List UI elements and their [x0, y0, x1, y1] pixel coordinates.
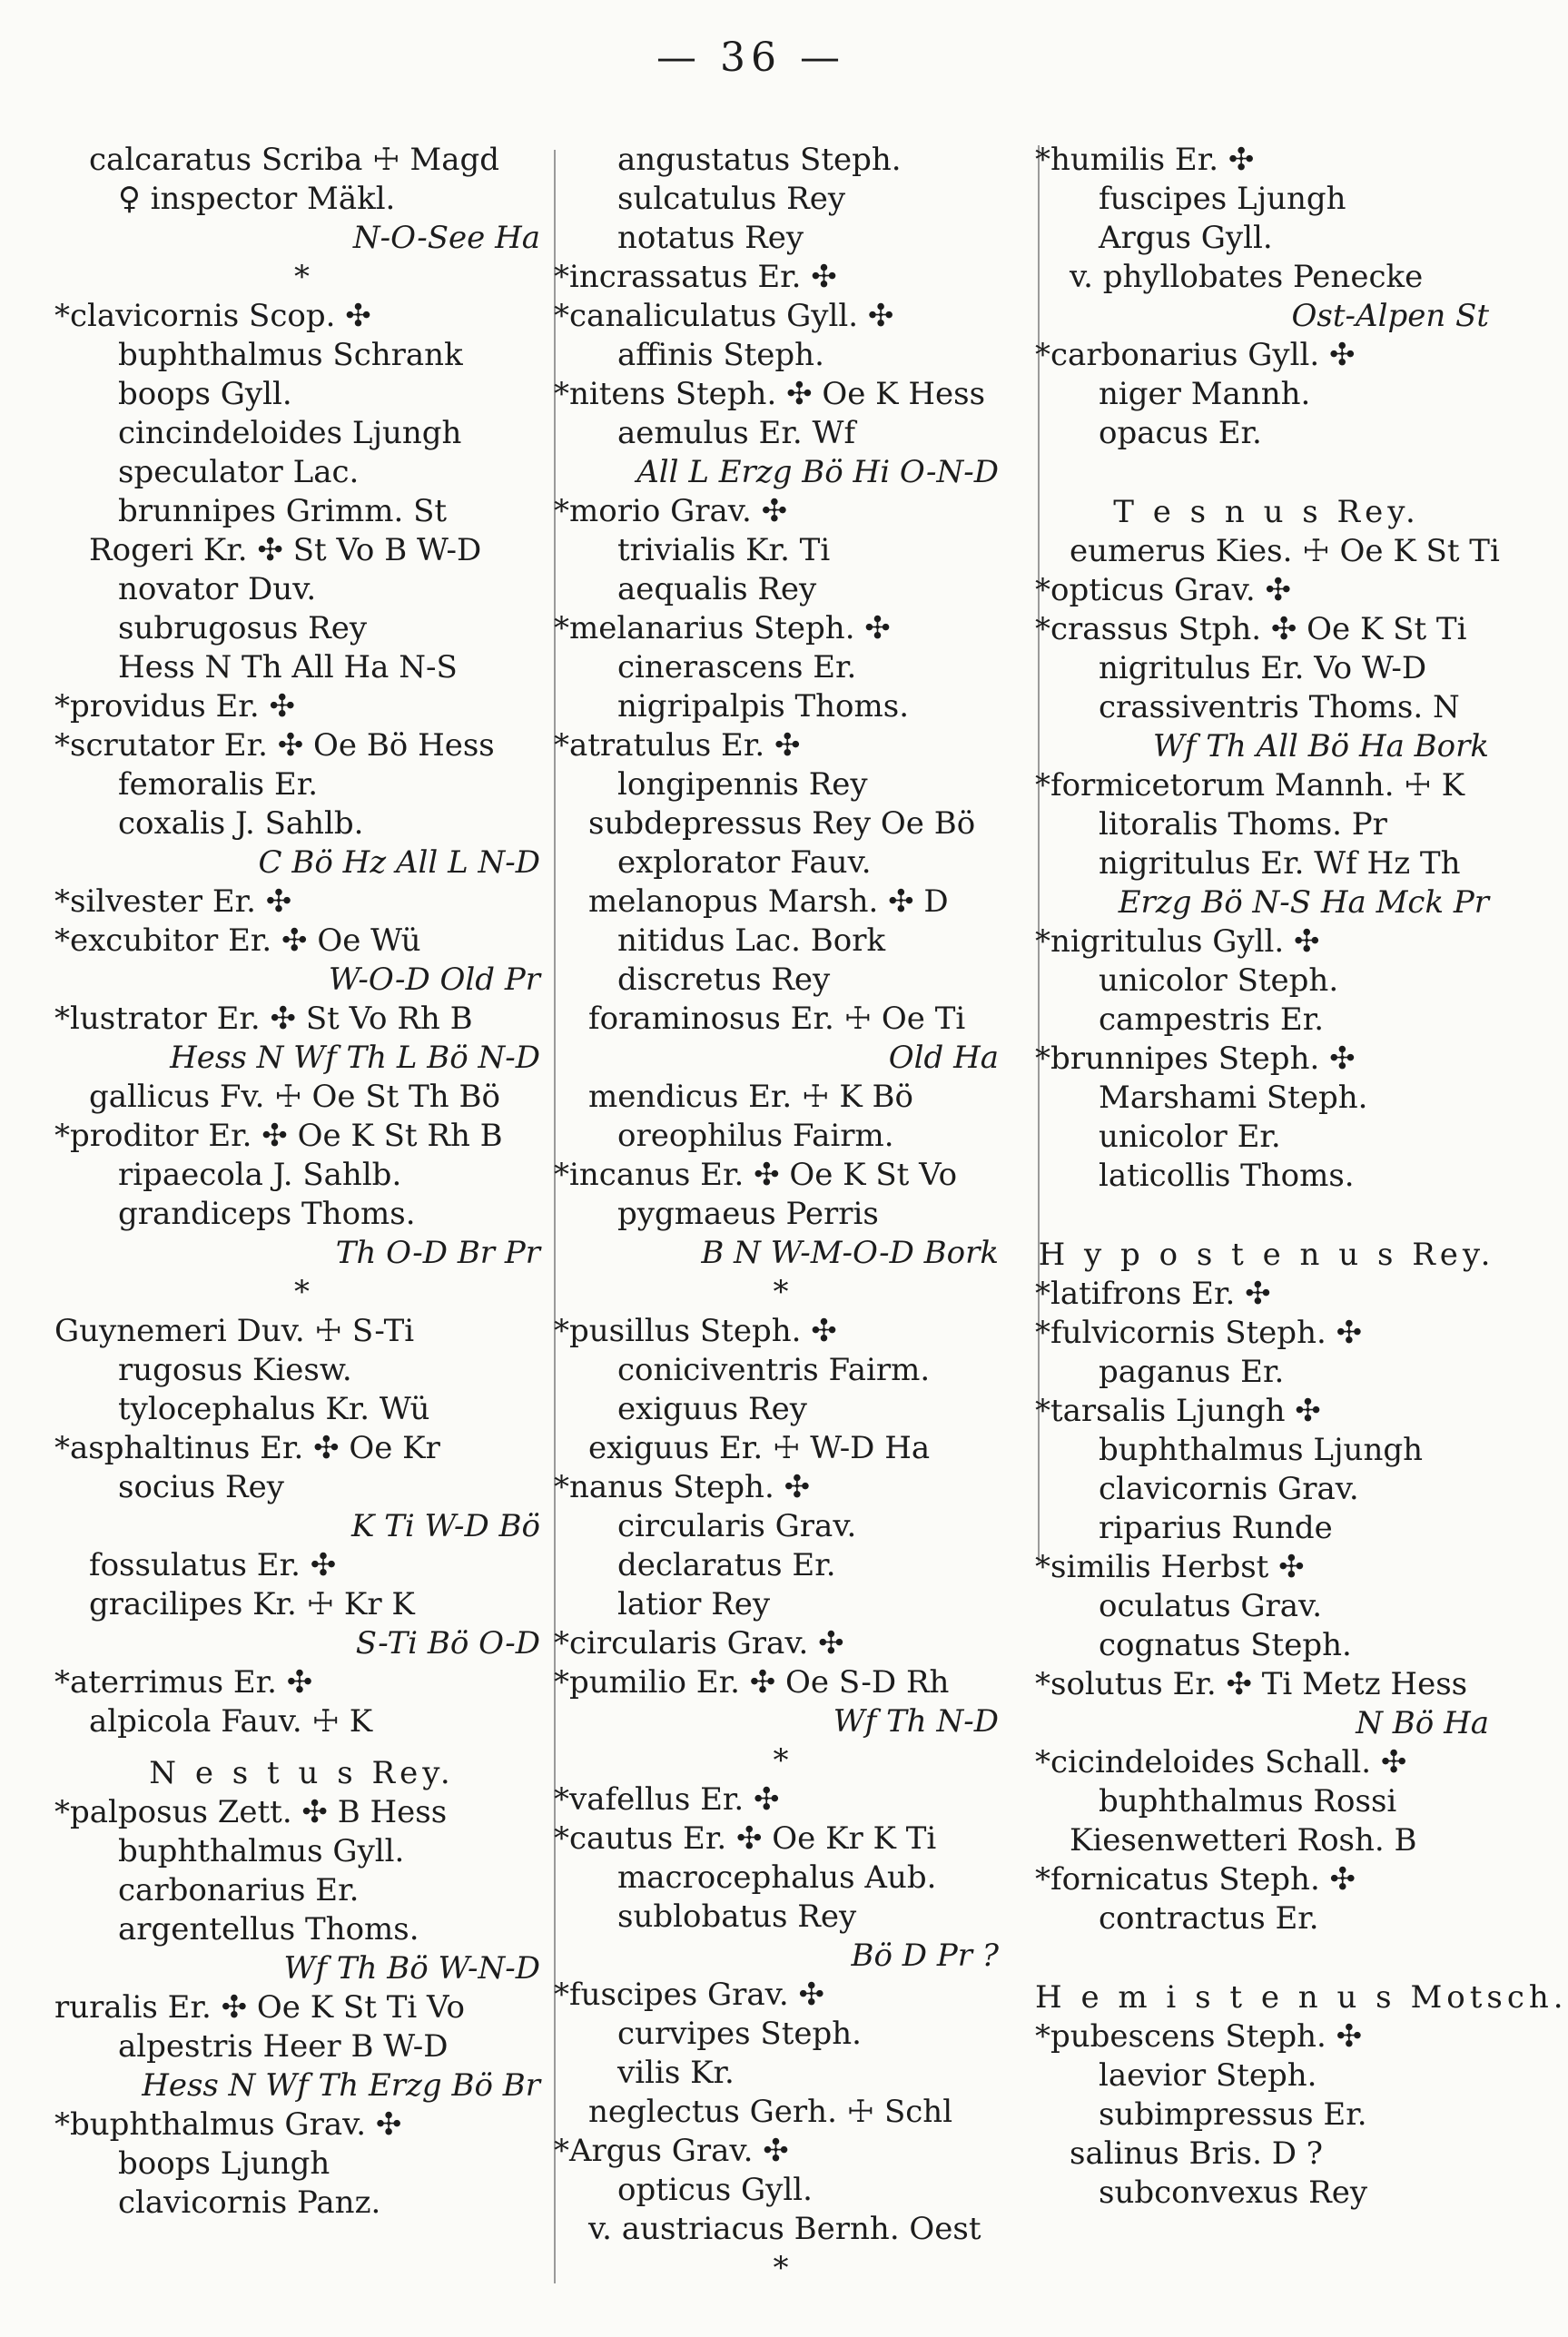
synonym-entry: exiguus Er. ☩ W-D Ha — [588, 1430, 931, 1466]
synonym-entry: coniciventris Fairm. — [617, 1352, 931, 1388]
synonym-entry: affinis Steph. — [617, 337, 824, 373]
synonym-entry: subconvexus Rey — [1099, 2174, 1368, 2211]
species-entry: *brunnipes Steph. ✣ — [1035, 1040, 1356, 1077]
species-entry: *solutus Er. ✣ Ti Metz Hess — [1035, 1666, 1468, 1702]
species-entry: *silvester Er. ✣ — [54, 883, 292, 920]
locality-line: Wf Th Bö W-N-D — [283, 1950, 540, 1987]
locality-line: N-O-See Ha — [352, 220, 540, 256]
species-entry: *clavicornis Scop. ✣ — [54, 298, 371, 334]
species-entry: *Argus Grav. ✣ — [554, 2133, 789, 2169]
species-entry: *morio Grav. ✣ — [554, 493, 788, 529]
genus-heading: H e m i s t e n u s Motsch. — [1035, 1979, 1568, 2016]
synonym-entry: fuscipes Ljungh — [1099, 181, 1346, 217]
synonym-entry: opticus Gyll. — [617, 2172, 813, 2208]
synonym-entry: Kiesenwetteri Rosh. B — [1070, 1822, 1417, 1859]
synonym-entry: unicolor Steph. — [1099, 962, 1339, 999]
species-entry: *incrassatus Er. ✣ — [554, 259, 837, 295]
species-entry: *crassus Stph. ✣ Oe K St Ti — [1035, 611, 1467, 647]
species-entry: *canaliculatus Gyll. ✣ — [554, 298, 894, 334]
synonym-entry: clavicornis Grav. — [1099, 1471, 1359, 1507]
species-entry: *nigritulus Gyll. ✣ — [1035, 923, 1320, 960]
synonym-entry: sulcatulus Rey — [617, 181, 846, 217]
locality-line: S-Ti Bö O-D — [355, 1625, 540, 1662]
locality-line: Old Ha — [888, 1040, 999, 1076]
locality-line: Th O-D Br Pr — [335, 1235, 540, 1271]
species-entry: *fuscipes Grav. ✣ — [554, 1977, 824, 2013]
locality-line: Hess N Wf Th Erzg Bö Br — [142, 2067, 540, 2104]
synonym-entry: declaratus Er. — [617, 1547, 836, 1583]
section-separator: * — [773, 1742, 789, 1779]
species-entry: *proditor Er. ✣ Oe K St Rh B — [54, 1118, 503, 1154]
synonym-entry: aequalis Rey — [617, 571, 817, 607]
synonym-entry: gallicus Fv. ☩ Oe St Th Bö — [89, 1079, 500, 1115]
synonym-entry: crassiventris Thoms. N — [1099, 689, 1460, 725]
section-separator: * — [294, 259, 310, 295]
species-entry: *formicetorum Mannh. ☩ K — [1035, 767, 1464, 804]
synonym-entry: alpicola Fauv. ☩ K — [89, 1703, 373, 1740]
synonym-entry: sublobatus Rey — [617, 1898, 857, 1935]
locality-line: K Ti W-D Bö — [350, 1508, 540, 1544]
synonym-entry: laevior Steph. — [1099, 2057, 1317, 2094]
species-entry: *incanus Er. ✣ Oe K St Vo — [554, 1157, 958, 1193]
synonym-entry: rugosus Kiesw. — [118, 1352, 352, 1388]
synonym-entry: nitidus Lac. Bork — [617, 922, 886, 959]
synonym-entry: notatus Rey — [617, 220, 804, 256]
synonym-entry: paganus Er. — [1099, 1354, 1285, 1390]
synonym-entry: cinerascens Er. — [617, 649, 857, 685]
synonym-entry: opacus Er. — [1099, 415, 1262, 451]
species-entry: *nitens Steph. ✣ Oe K Hess — [554, 376, 986, 412]
species-entry: *nanus Steph. ✣ — [554, 1469, 811, 1505]
species-entry: *atratulus Er. ✣ — [554, 727, 801, 764]
synonym-entry: pygmaeus Perris — [617, 1196, 879, 1232]
locality-line: N Bö Ha — [1356, 1705, 1489, 1741]
species-entry: *scrutator Er. ✣ Oe Bö Hess — [54, 727, 495, 764]
species-entry: *asphaltinus Er. ✣ Oe Kr — [54, 1430, 440, 1466]
species-entry: *latifrons Er. ✣ — [1035, 1276, 1271, 1312]
species-entry: *melanarius Steph. ✣ — [554, 610, 891, 646]
synonym-entry: v. austriacus Bernh. Oest — [588, 2211, 981, 2247]
synonym-entry: Argus Gyll. — [1099, 220, 1273, 256]
species-entry: *carbonarius Gyll. ✣ — [1035, 337, 1356, 373]
synonym-entry: buphthalmus Rossi — [1099, 1783, 1397, 1819]
synonym-entry: melanopus Marsh. ✣ D — [588, 883, 949, 920]
synonym-entry: Rogeri Kr. ✣ St Vo B W-D — [89, 532, 482, 568]
section-separator: * — [773, 2250, 789, 2286]
column-right — [1035, 141, 1568, 2213]
synonym-entry: fossulatus Er. ✣ — [89, 1547, 337, 1583]
synonym-entry: buphthalmus Ljungh — [1099, 1432, 1423, 1468]
synonym-entry: cognatus Steph. — [1099, 1627, 1352, 1663]
synonym-entry: exiguus Rey — [617, 1391, 807, 1427]
synonym-entry: eumerus Kies. ☩ Oe K St Ti — [1070, 533, 1500, 569]
synonym-entry: oreophilus Fairm. — [617, 1118, 894, 1154]
synonym-entry: neglectus Gerh. ☩ Schl — [588, 2094, 953, 2130]
column-left — [54, 141, 549, 2223]
species-entry: *providus Er. ✣ — [54, 688, 295, 725]
synonym-entry: ripaecola J. Sahlb. — [118, 1157, 402, 1193]
synonym-entry: v. phyllobates Penecke — [1070, 259, 1424, 295]
species-entry: *cautus Er. ✣ Oe Kr K Ti — [554, 1820, 937, 1857]
synonym-entry: boops Ljungh — [118, 2145, 330, 2182]
synonym-entry: alpestris Heer B W-D — [118, 2028, 449, 2065]
synonym-entry: calcaratus Scriba ☩ Magd — [89, 142, 500, 178]
spacer — [1035, 1938, 1498, 1966]
synonym-entry: coxalis J. Sahlb. — [118, 805, 364, 842]
synonym-entry: socius Rey — [118, 1469, 284, 1505]
synonym-entry: gracilipes Kr. ☩ Kr K — [89, 1586, 415, 1622]
section-separator: * — [294, 1274, 310, 1310]
species-entry: *circularis Grav. ✣ — [554, 1625, 844, 1662]
locality-line: W-O-D Old Pr — [328, 961, 540, 998]
synonym-entry: Marshami Steph. — [1099, 1080, 1368, 1116]
synonym-entry: litoralis Thoms. Pr — [1099, 806, 1387, 843]
synonym-entry: speculator Lac. — [118, 454, 360, 490]
synonym-entry: cincindeloides Ljungh — [118, 415, 462, 451]
synonym-entry: aemulus Er. Wf — [617, 415, 856, 451]
species-entry: *pubescens Steph. ✣ — [1035, 2018, 1363, 2055]
synonym-entry: vilis Kr. — [617, 2055, 735, 2091]
spacer — [1035, 1196, 1498, 1223]
genus-heading: T e s n u s Rey. — [1113, 494, 1420, 530]
synonym-entry: circularis Grav. — [617, 1508, 857, 1544]
synonym-entry: argentellus Thoms. — [118, 1911, 419, 1948]
species-entry: *cicindeloides Schall. ✣ — [1035, 1744, 1407, 1780]
species-entry: *aterrimus Er. ✣ — [54, 1664, 313, 1701]
synonym-entry: salinus Bris. D ? — [1070, 2135, 1323, 2172]
spacer — [1035, 453, 1498, 480]
synonym-entry: trivialis Kr. Ti — [617, 532, 831, 568]
synonym-entry: buphthalmus Gyll. — [118, 1833, 405, 1869]
species-entry: *excubitor Er. ✣ Oe Wü — [54, 922, 421, 959]
synonym-entry: Hess N Th All Ha N-S — [118, 649, 458, 685]
synonym-entry: ♀ inspector Mäkl. — [118, 181, 396, 217]
synonym-entry: subimpressus Er. — [1099, 2096, 1367, 2133]
synonym-entry: buphthalmus Schrank — [118, 337, 463, 373]
synonym-entry: contractus Er. — [1099, 1900, 1319, 1937]
synonym-entry: boops Gyll. — [118, 376, 292, 412]
synonym-entry: campestris Er. — [1099, 1001, 1325, 1038]
page-number: — 36 — — [656, 35, 845, 81]
synonym-entry: niger Mannh. — [1099, 376, 1311, 412]
species-entry: ruralis Er. ✣ Oe K St Ti Vo — [54, 1989, 465, 2026]
synonym-entry: macrocephalus Aub. — [617, 1859, 937, 1896]
species-entry: *tarsalis Ljungh ✣ — [1035, 1393, 1321, 1429]
species-entry: Guynemeri Duv. ☩ S-Ti — [54, 1313, 415, 1349]
locality-line: Wf Th All Bö Ha Bork — [1152, 728, 1489, 764]
locality-line: Ost-Alpen St — [1291, 298, 1489, 334]
species-entry: *pusillus Steph. ✣ — [554, 1313, 837, 1349]
synonym-entry: unicolor Er. — [1099, 1119, 1281, 1155]
synonym-entry: novator Duv. — [118, 571, 317, 607]
locality-line: Hess N Wf Th L Bö N-D — [170, 1040, 540, 1076]
species-entry: *buphthalmus Grav. ✣ — [54, 2106, 402, 2143]
synonym-entry: carbonarius Er. — [118, 1872, 360, 1908]
genus-heading: H y p o s t e n u s Rey. — [1038, 1237, 1495, 1273]
synonym-entry: explorator Fauv. — [617, 844, 872, 881]
synonym-entry: clavicornis Panz. — [118, 2184, 381, 2221]
species-entry: *fulvicornis Steph. ✣ — [1035, 1315, 1363, 1351]
synonym-entry: discretus Rey — [617, 961, 831, 998]
locality-line: All L Erzg Bö Hi O-N-D — [636, 454, 999, 490]
species-entry: *fornicatus Steph. ✣ — [1035, 1861, 1356, 1898]
synonym-entry: angustatus Steph. — [617, 142, 902, 178]
species-entry: *humilis Er. ✣ — [1035, 142, 1255, 178]
synonym-entry: laticollis Thoms. — [1099, 1158, 1355, 1194]
synonym-entry: nigritulus Er. Vo W-D — [1099, 650, 1427, 686]
synonym-entry: subdepressus Rey Oe Bö — [588, 805, 976, 842]
synonym-entry: femoralis Er. — [118, 766, 319, 803]
species-entry: *vafellus Er. ✣ — [554, 1781, 780, 1818]
synonym-entry: oculatus Grav. — [1099, 1588, 1323, 1624]
section-separator: * — [773, 1274, 789, 1310]
locality-line: Erzg Bö N-S Ha Mck Pr — [1118, 884, 1489, 921]
species-entry: *opticus Grav. ✣ — [1035, 572, 1291, 608]
synonym-entry: mendicus Er. ☩ K Bö — [588, 1079, 913, 1115]
species-entry: *pumilio Er. ✣ Oe S-D Rh — [554, 1664, 950, 1701]
column-middle — [554, 141, 1008, 2288]
synonym-entry: riparius Runde — [1099, 1510, 1333, 1546]
synonym-entry: tylocephalus Kr. Wü — [118, 1391, 430, 1427]
synonym-entry: curvipes Steph. — [617, 2016, 862, 2052]
locality-line: B N W-M-O-D Bork — [701, 1235, 999, 1271]
locality-line: C Bö Hz All L N-D — [258, 844, 540, 881]
synonym-entry: brunnipes Grimm. St — [118, 493, 448, 529]
synonym-entry: foraminosus Er. ☩ Oe Ti — [588, 1001, 966, 1037]
synonym-entry: latior Rey — [617, 1586, 771, 1622]
synonym-entry: nigripalpis Thoms. — [617, 688, 910, 725]
synonym-entry: nigritulus Er. Wf Hz Th — [1099, 845, 1461, 882]
synonym-entry: subrugosus Rey — [118, 610, 368, 646]
genus-heading: N e s t u s Rey. — [149, 1755, 455, 1791]
synonym-entry: grandiceps Thoms. — [118, 1196, 416, 1232]
species-entry: *lustrator Er. ✣ St Vo Rh B — [54, 1001, 473, 1037]
locality-line: Wf Th N-D — [833, 1703, 999, 1740]
species-entry: *palposus Zett. ✣ B Hess — [54, 1794, 448, 1830]
synonym-entry: longipennis Rey — [617, 766, 868, 803]
locality-line: Bö D Pr ? — [851, 1938, 999, 1974]
species-entry: *similis Herbst ✣ — [1035, 1549, 1305, 1585]
